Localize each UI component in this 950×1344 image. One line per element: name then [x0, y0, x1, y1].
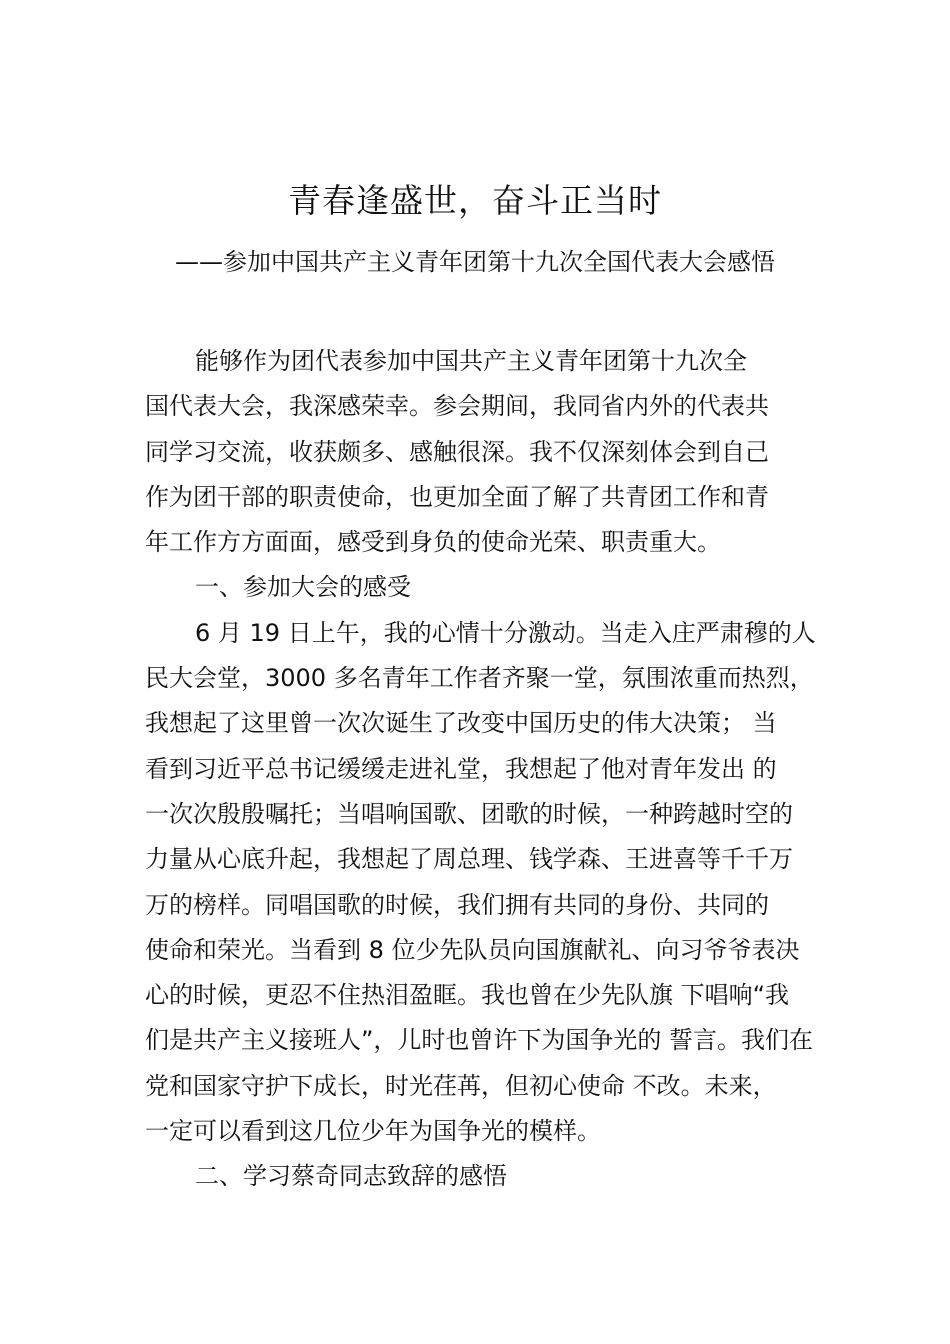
paragraph-line: 国代表大会，我深感荣幸。参会期间，我同省内外的代表共 — [145, 392, 769, 421]
document-title: 青春逢盛世，奋斗正当时 — [288, 181, 662, 220]
paragraph-line: 万的榜样。同唱国歌的时候，我们拥有共同的身份、共同的 — [145, 890, 769, 919]
paragraph-line: 看到习近平总书记缓缓走进礼堂，我想起了他对青年发出 的 — [145, 754, 777, 783]
paragraph-line: 党和国家守护下成长，时光荏苒，但初心使命 不改。未来， — [145, 1071, 777, 1100]
paragraph-line: 作为团干部的职责使命，也更加全面了解了共青团工作和青 — [145, 482, 769, 511]
document-subtitle: ——参加中国共产主义青年团第十九次全国代表大会感悟 — [175, 248, 775, 276]
paragraph-line: 能够作为团代表参加中国共产主义青年团第十九次全 — [195, 347, 747, 375]
paragraph-line: 年工作方方面面，感受到身负的使命光荣、职责重大。 — [145, 528, 721, 557]
paragraph-line: 一定可以看到这几位少年为国争光的模样。 — [145, 1117, 601, 1146]
paragraph-line: 6 月 19 日上午，我的心情十分激动。当走入庄严肃穆的人 — [195, 618, 816, 647]
paragraph-line: 使命和荣光。当看到 8 位少先队员向国旗献礼、向习爷爷表决 — [145, 935, 800, 964]
section-heading: 一、参加大会的感受 — [195, 573, 411, 602]
paragraph-line: 一次次殷殷嘱托；当唱响国歌、团歌的时候，一种跨越时空的 — [145, 799, 793, 828]
paragraph-line: 我想起了这里曾一次次诞生了改变中国历史的伟大决策； 当 — [145, 709, 777, 738]
paragraph-line: 民大会堂，3000 多名青年工作者齐聚一堂，氛围浓重而热烈， — [145, 664, 814, 693]
paragraph-line: 心的时候，更忍不住热泪盈眶。我也曾在少先队旗 下唱响“我 — [145, 981, 790, 1010]
paragraph-line: 同学习交流，收获颇多、感触很深。我不仅深刻体会到自己 — [145, 437, 769, 466]
paragraph-line: 们是共产主义接班人”，儿时也曾许下为国争光的 誓言。我们在 — [145, 1026, 814, 1055]
section-heading: 二、学习蔡奇同志致辞的感悟 — [195, 1162, 507, 1191]
paragraph-line: 力量从心底升起，我想起了周总理、钱学森、王进喜等千千万 — [145, 845, 793, 874]
document-body — [145, 339, 845, 1200]
